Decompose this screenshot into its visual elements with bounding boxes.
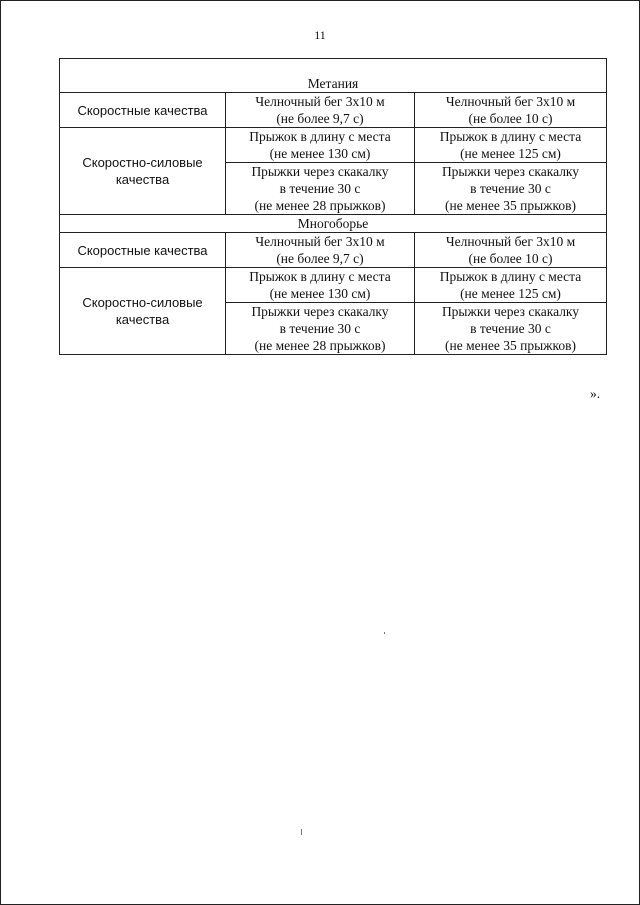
section-title-row [60,75,607,93]
cell-line: (не более 10 с) [468,111,553,126]
cell-line: (не менее 28 прыжков) [254,338,386,353]
cell-line: качества [115,312,170,327]
cell-line: в течение 30 с [279,321,361,336]
cell-line: (не более 9,7 с) [276,251,364,266]
standard-cell [415,93,607,128]
quality-label: Скоростные качества [60,233,226,268]
standard-cell [415,233,607,268]
cell-line: в течение 30 с [470,181,551,196]
cell-line: в течение 30 с [470,321,551,336]
standard-cell [415,163,607,215]
page-number: 11 [314,28,326,42]
scan-speck [301,829,302,835]
standard-cell [226,268,415,303]
cell-line: Челночный бег 3x10 м [255,94,385,109]
cell-line: (не менее 35 прыжков) [445,198,576,213]
cell-line: в течение 30 с [279,181,361,196]
cell-line: Прыжки через скакалку [251,164,389,179]
scan-speck [384,632,385,634]
cell-line: Челночный бег 3x10 м [255,234,385,249]
cell-line: (не менее 125 см) [460,146,561,161]
table-top-spacer [60,59,607,76]
quality-label [60,268,226,355]
standards-table-wrapper [59,58,606,355]
table-row [60,128,607,163]
cell-line: Скоростно-силовые [82,155,203,170]
standard-cell [226,303,415,355]
cell-line: Прыжок в длину с места [439,129,582,144]
section-title: Многоборье [60,215,607,233]
table-row [60,233,607,268]
cell-line: Прыжки через скакалку [441,164,580,179]
closing-quote-mark: ». [590,386,601,401]
cell-line: Скоростно-силовые [82,295,203,310]
cell-line: Челночный бег 3x10 м [445,94,576,109]
standard-cell [415,128,607,163]
cell-line: (не менее 130 см) [269,146,371,161]
cell-line: Прыжки через скакалку [251,304,389,319]
cell-line: Челночный бег 3x10 м [445,234,576,249]
table-row [60,93,607,128]
cell-line: Прыжок в длину с места [439,269,582,284]
standard-cell [226,233,415,268]
cell-line: Прыжок в длину с места [249,269,391,284]
cell-line: Прыжок в длину с места [249,129,391,144]
standard-cell [415,268,607,303]
section-title: Метания [60,75,607,93]
cell-line: (не менее 130 см) [269,286,371,301]
cell-line: (не менее 125 см) [460,286,561,301]
cell-line: качества [115,172,170,187]
quality-label [60,128,226,215]
standard-cell [226,93,415,128]
cell-line: (не более 9,7 с) [276,111,364,126]
standards-table [59,58,607,355]
cell-line: (не менее 35 прыжков) [445,338,576,353]
section-title-row [60,215,607,233]
table-row [60,268,607,303]
standard-cell [226,163,415,215]
cell-line: (не более 10 с) [468,251,553,266]
cell-line: Прыжки через скакалку [441,304,580,319]
standard-cell [415,303,607,355]
quality-label: Скоростные качества [60,93,226,128]
standard-cell [226,128,415,163]
cell-line: (не менее 28 прыжков) [254,198,386,213]
